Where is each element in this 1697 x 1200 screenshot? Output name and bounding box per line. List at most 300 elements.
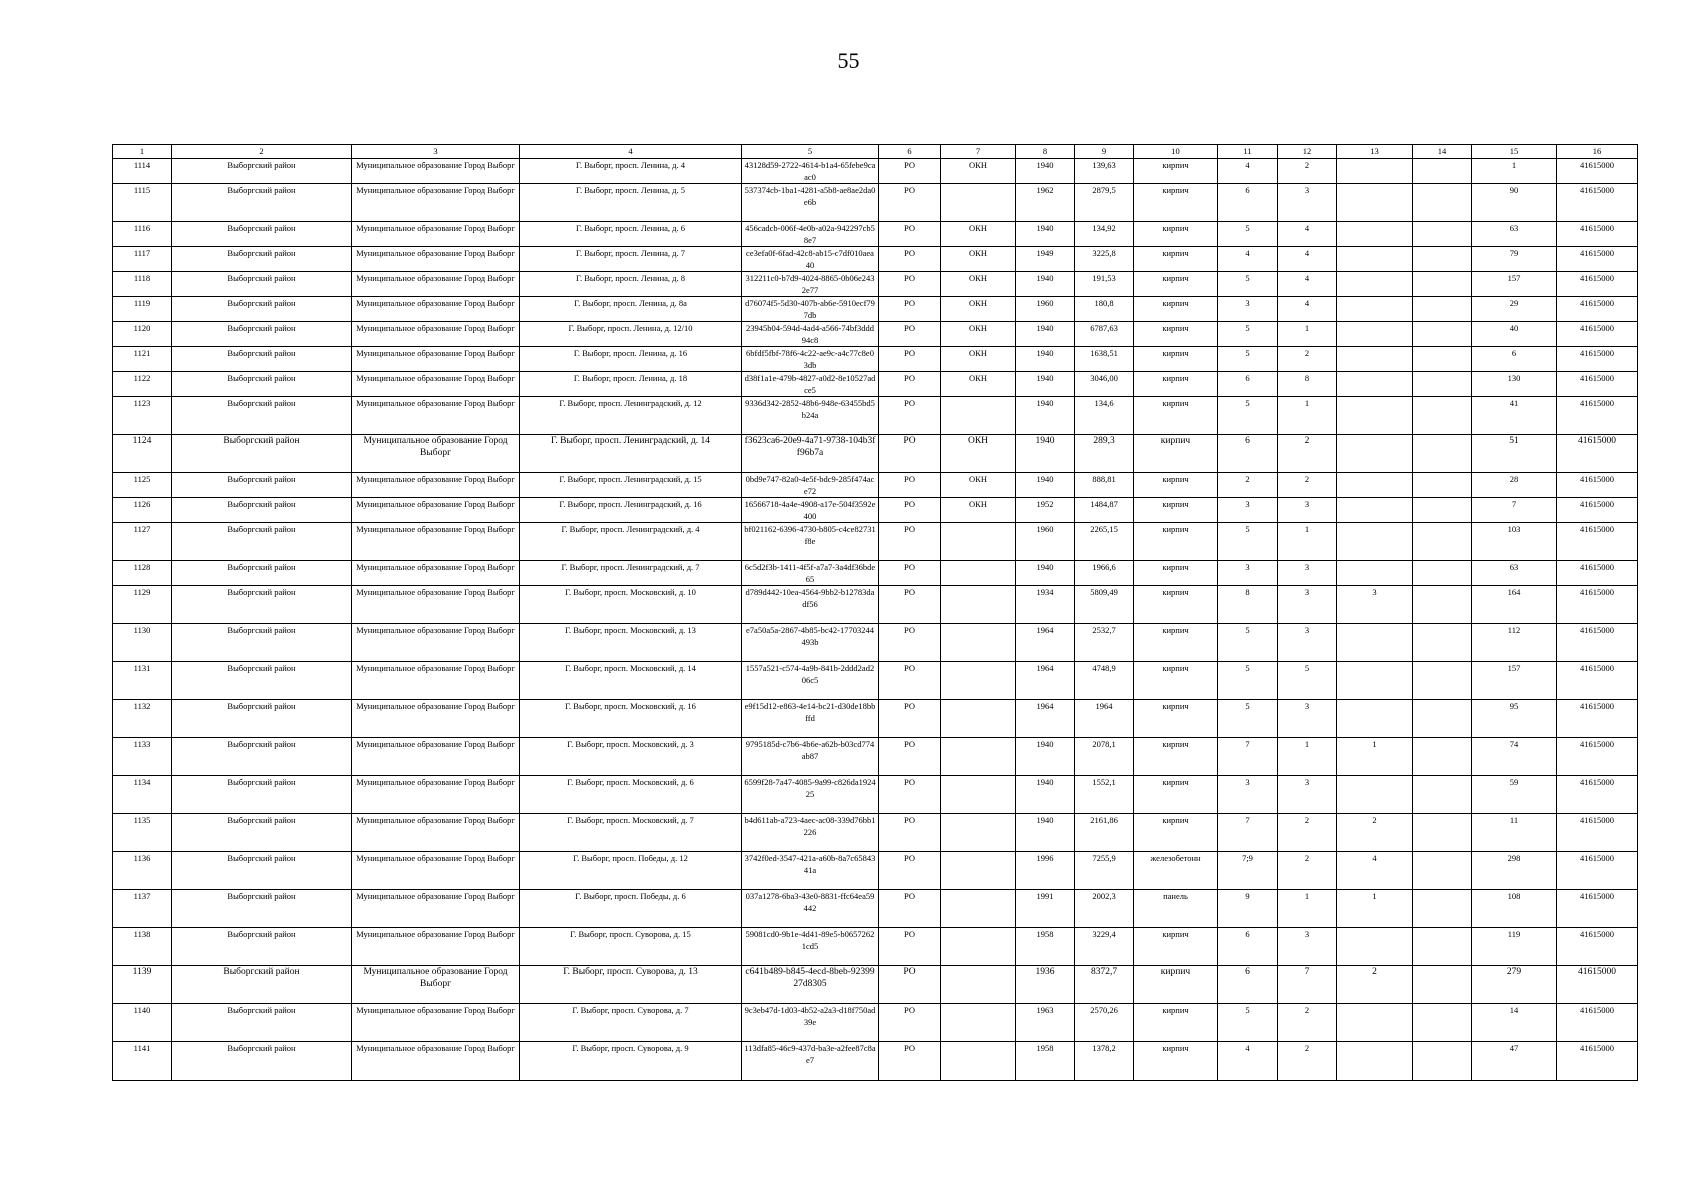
table-cell: 3 xyxy=(1278,586,1337,624)
table-cell: Муниципальное образование Город Выборг xyxy=(352,561,520,586)
table-cell: 51 xyxy=(1472,435,1557,473)
table-cell: 1114 xyxy=(113,159,172,184)
table-cell: РО xyxy=(879,966,941,1004)
table-cell: 95 xyxy=(1472,700,1557,738)
table-cell xyxy=(941,184,1016,222)
table-cell: 1552,1 xyxy=(1075,776,1134,814)
table-cell xyxy=(1413,272,1472,297)
table-cell: Муниципальное образование Город Выборг xyxy=(352,397,520,435)
table-cell: 1940 xyxy=(1016,435,1075,473)
table-cell xyxy=(1413,1042,1472,1081)
table-cell: РО xyxy=(879,523,941,561)
table-cell: Выборгский район xyxy=(172,397,352,435)
table-cell: 3046,00 xyxy=(1075,372,1134,397)
table-cell: 0bd9e747-82a0-4e5f-bdc9-285f474ace72 xyxy=(742,473,879,498)
table-cell: 6 xyxy=(1218,184,1278,222)
table-cell: 3 xyxy=(1278,624,1337,662)
table-cell: 41615000 xyxy=(1557,852,1638,890)
table-cell: Муниципальное образование Город Выборг xyxy=(352,814,520,852)
table-cell: 41615000 xyxy=(1557,372,1638,397)
table-cell: РО xyxy=(879,184,941,222)
table-cell: 29 xyxy=(1472,297,1557,322)
table-cell: 6bfdf5fbf-78f6-4c22-ae9c-a4c77c8e03db xyxy=(742,347,879,372)
table-cell: d38f1a1e-479b-4827-a0d2-8e10527adce5 xyxy=(742,372,879,397)
table-row xyxy=(113,397,1638,435)
table-cell xyxy=(1413,814,1472,852)
table-cell: РО xyxy=(879,1004,941,1042)
table-cell: 3 xyxy=(1278,776,1337,814)
table-cell: 1991 xyxy=(1016,890,1075,928)
table-cell: 1124 xyxy=(113,435,172,473)
table-cell: 108 xyxy=(1472,890,1557,928)
table-cell: 59 xyxy=(1472,776,1557,814)
table-row xyxy=(113,966,1638,1004)
table-cell: 2 xyxy=(1278,435,1337,473)
table-cell: Г. Выборг, просп. Суворова, д. 13 xyxy=(520,966,742,1004)
table-cell: Выборгский район xyxy=(172,814,352,852)
table-cell: 1135 xyxy=(113,814,172,852)
table-cell: 312211c0-b7d9-4024-8865-0b06e2432e77 xyxy=(742,272,879,297)
table-cell: 41615000 xyxy=(1557,322,1638,347)
table-cell: 1138 xyxy=(113,928,172,966)
table-cell: Муниципальное образование Город Выборг xyxy=(352,1042,520,1081)
table-cell: 1996 xyxy=(1016,852,1075,890)
table-cell: 1131 xyxy=(113,662,172,700)
table-cell xyxy=(1337,247,1413,272)
table-cell: Муниципальное образование Город Выборг xyxy=(352,473,520,498)
table-cell: кирпич xyxy=(1134,159,1218,184)
table-cell: 1 xyxy=(1278,523,1337,561)
table-cell: 180,8 xyxy=(1075,297,1134,322)
table-cell: 1140 xyxy=(113,1004,172,1042)
table-cell: Г. Выборг, просп. Московский, д. 13 xyxy=(520,624,742,662)
table-cell xyxy=(1337,561,1413,586)
table-cell: Г. Выборг, просп. Суворова, д. 15 xyxy=(520,928,742,966)
table-cell: 1 xyxy=(1278,738,1337,776)
table-cell: ОКН xyxy=(941,347,1016,372)
table-cell xyxy=(941,586,1016,624)
table-cell: кирпич xyxy=(1134,222,1218,247)
table-row xyxy=(113,297,1638,322)
table-cell: 1139 xyxy=(113,966,172,1004)
table-cell: кирпич xyxy=(1134,297,1218,322)
table-cell: 1940 xyxy=(1016,776,1075,814)
table-cell: 134,6 xyxy=(1075,397,1134,435)
table-cell: e9f15d12-e863-4e14-bc21-d30de18bbffd xyxy=(742,700,879,738)
table-cell: Муниципальное образование Город Выборг xyxy=(352,297,520,322)
column-header: 8 xyxy=(1016,145,1075,159)
table-cell xyxy=(941,966,1016,1004)
table-row xyxy=(113,738,1638,776)
table-cell: 7 xyxy=(1218,738,1278,776)
table-cell: e7a50a5a-2867-4b85-bc42-17703244493b xyxy=(742,624,879,662)
table-cell: Г. Выборг, просп. Ленина, д. 4 xyxy=(520,159,742,184)
table-cell: 1123 xyxy=(113,397,172,435)
table-cell: 4748,9 xyxy=(1075,662,1134,700)
table-cell: 41615000 xyxy=(1557,776,1638,814)
table-row xyxy=(113,498,1638,523)
table-cell: 3229,4 xyxy=(1075,928,1134,966)
table-body xyxy=(113,159,1638,1081)
table-cell xyxy=(1337,498,1413,523)
table-cell: Выборгский район xyxy=(172,247,352,272)
table-cell: 1119 xyxy=(113,297,172,322)
column-header: 10 xyxy=(1134,145,1218,159)
table-cell: 4 xyxy=(1278,222,1337,247)
table-cell: c641b489-b845-4ecd-8beb-9239927d8305 xyxy=(742,966,879,1004)
table-cell: 1940 xyxy=(1016,561,1075,586)
table-cell: Муниципальное образование Город Выборг xyxy=(352,347,520,372)
table-cell: РО xyxy=(879,624,941,662)
table-cell: Муниципальное образование Город Выборг xyxy=(352,523,520,561)
column-header: 13 xyxy=(1337,145,1413,159)
table-cell: РО xyxy=(879,928,941,966)
table-cell: 298 xyxy=(1472,852,1557,890)
table-cell xyxy=(941,397,1016,435)
table-cell: 63 xyxy=(1472,222,1557,247)
table-cell: РО xyxy=(879,372,941,397)
table-cell xyxy=(1413,372,1472,397)
table-cell: Муниципальное образование Город Выборг xyxy=(352,700,520,738)
column-header: 12 xyxy=(1278,145,1337,159)
table-cell: Муниципальное образование Город Выборг xyxy=(352,435,520,473)
table-cell: Г. Выборг, просп. Ленина, д. 5 xyxy=(520,184,742,222)
table-cell: 7255,9 xyxy=(1075,852,1134,890)
page-number: 55 xyxy=(837,48,860,73)
table-cell: 2 xyxy=(1278,852,1337,890)
table-cell: 3 xyxy=(1218,776,1278,814)
table-cell: 1125 xyxy=(113,473,172,498)
table-cell: 279 xyxy=(1472,966,1557,1004)
table-cell: Муниципальное образование Город Выборг xyxy=(352,184,520,222)
table-cell: 7 xyxy=(1472,498,1557,523)
table-cell: 3225,8 xyxy=(1075,247,1134,272)
table-cell: 3 xyxy=(1337,586,1413,624)
table-cell: Выборгский район xyxy=(172,473,352,498)
table-row xyxy=(113,222,1638,247)
table-cell: Выборгский район xyxy=(172,624,352,662)
table-cell xyxy=(1413,776,1472,814)
table-cell xyxy=(1413,247,1472,272)
table-cell: кирпич xyxy=(1134,347,1218,372)
table-cell: кирпич xyxy=(1134,435,1218,473)
table-cell: 1130 xyxy=(113,624,172,662)
table-cell: 1940 xyxy=(1016,322,1075,347)
table-cell: 5 xyxy=(1218,1004,1278,1042)
table-cell: Г. Выборг, просп. Московский, д. 14 xyxy=(520,662,742,700)
table-cell: 2 xyxy=(1278,473,1337,498)
table-cell: 112 xyxy=(1472,624,1557,662)
column-header: 4 xyxy=(520,145,742,159)
table-cell: панель xyxy=(1134,890,1218,928)
table-cell: ОКН xyxy=(941,372,1016,397)
table-cell: Г. Выборг, просп. Ленинградский, д. 4 xyxy=(520,523,742,561)
table-cell: Г. Выборг, просп. Московский, д. 6 xyxy=(520,776,742,814)
table-cell: 1120 xyxy=(113,322,172,347)
table-cell: f3623ca6-20e9-4a71-9738-104b3ff96b7a xyxy=(742,435,879,473)
table-cell: 9c3eb47d-1d03-4b52-a2a3-d18f750ad39e xyxy=(742,1004,879,1042)
table-cell: 5 xyxy=(1218,322,1278,347)
table-cell xyxy=(941,814,1016,852)
table-cell: d789d442-10ea-4564-9bb2-b12783dadf56 xyxy=(742,586,879,624)
table-cell: 2161,86 xyxy=(1075,814,1134,852)
table-cell xyxy=(1413,586,1472,624)
table-cell: 3 xyxy=(1278,184,1337,222)
table-cell: 6c5d2f3b-1411-4f5f-a7a7-3a4df36bde65 xyxy=(742,561,879,586)
table-cell xyxy=(1337,473,1413,498)
table-cell: 2879,5 xyxy=(1075,184,1134,222)
column-header: 9 xyxy=(1075,145,1134,159)
table-cell: 2 xyxy=(1218,473,1278,498)
table-cell: 41615000 xyxy=(1557,473,1638,498)
table-row xyxy=(113,776,1638,814)
table-cell: 6 xyxy=(1218,928,1278,966)
table-cell: Выборгский район xyxy=(172,1042,352,1081)
table-cell: 1121 xyxy=(113,347,172,372)
table-cell: 1638,51 xyxy=(1075,347,1134,372)
table-cell xyxy=(941,738,1016,776)
table-cell: 4 xyxy=(1218,247,1278,272)
table-cell: 41615000 xyxy=(1557,184,1638,222)
table-cell: 41615000 xyxy=(1557,624,1638,662)
table-cell: Муниципальное образование Город Выборг xyxy=(352,624,520,662)
table-cell: 41615000 xyxy=(1557,523,1638,561)
table-cell xyxy=(1337,700,1413,738)
table-cell: 2 xyxy=(1278,814,1337,852)
table-cell xyxy=(1337,1004,1413,1042)
table-cell xyxy=(1337,776,1413,814)
table-cell: 28 xyxy=(1472,473,1557,498)
table-row xyxy=(113,347,1638,372)
table-cell: РО xyxy=(879,297,941,322)
table-cell: РО xyxy=(879,159,941,184)
table-row xyxy=(113,372,1638,397)
table-cell: кирпич xyxy=(1134,322,1218,347)
table-cell: 41615000 xyxy=(1557,561,1638,586)
table-cell xyxy=(1413,852,1472,890)
table-cell: 1122 xyxy=(113,372,172,397)
table-cell: 41615000 xyxy=(1557,738,1638,776)
table-cell: 3 xyxy=(1278,928,1337,966)
table-cell: 289,3 xyxy=(1075,435,1134,473)
table-cell: кирпич xyxy=(1134,624,1218,662)
table-cell: Выборгский район xyxy=(172,435,352,473)
table-cell: кирпич xyxy=(1134,561,1218,586)
table-row xyxy=(113,247,1638,272)
table-cell xyxy=(1337,1042,1413,1081)
table-cell xyxy=(1413,523,1472,561)
registry-table xyxy=(112,144,1638,1081)
table-cell: кирпич xyxy=(1134,738,1218,776)
table-cell: Выборгский район xyxy=(172,586,352,624)
table-cell: РО xyxy=(879,272,941,297)
table-cell: d76074f5-5d30-407b-ab6e-5910ecf797db xyxy=(742,297,879,322)
table-cell: кирпич xyxy=(1134,397,1218,435)
table-cell xyxy=(1413,222,1472,247)
table-cell: Г. Выборг, просп. Московский, д. 7 xyxy=(520,814,742,852)
table-cell xyxy=(1413,966,1472,1004)
table-cell: 1118 xyxy=(113,272,172,297)
table-cell xyxy=(1413,297,1472,322)
table-cell: 1958 xyxy=(1016,928,1075,966)
table-cell: 1127 xyxy=(113,523,172,561)
table-cell: 4 xyxy=(1218,159,1278,184)
table-cell: 1963 xyxy=(1016,1004,1075,1042)
table-cell xyxy=(1337,624,1413,662)
table-cell: Г. Выборг, просп. Ленина, д. 18 xyxy=(520,372,742,397)
table-cell: 1960 xyxy=(1016,297,1075,322)
table-cell: 2 xyxy=(1337,966,1413,1004)
table-cell: 41615000 xyxy=(1557,498,1638,523)
table-cell: 1 xyxy=(1337,890,1413,928)
table-cell: 41615000 xyxy=(1557,1004,1638,1042)
table-cell: 5 xyxy=(1218,523,1278,561)
table-cell: 3 xyxy=(1278,700,1337,738)
table-cell: ОКН xyxy=(941,498,1016,523)
table-cell: кирпич xyxy=(1134,247,1218,272)
table-cell: 456cadcb-006f-4e0b-a02a-942297cb58e7 xyxy=(742,222,879,247)
table-cell: 2570,26 xyxy=(1075,1004,1134,1042)
table-cell: Г. Выборг, просп. Ленина, д. 12/10 xyxy=(520,322,742,347)
table-cell xyxy=(1337,222,1413,247)
table-cell: 41615000 xyxy=(1557,890,1638,928)
table-cell: 1 xyxy=(1278,322,1337,347)
table-cell: bf021162-6396-4730-b805-c4ce82731f8e xyxy=(742,523,879,561)
table-cell xyxy=(1413,397,1472,435)
table-cell: 90 xyxy=(1472,184,1557,222)
table-cell: 1940 xyxy=(1016,272,1075,297)
column-header: 3 xyxy=(352,145,520,159)
table-cell: РО xyxy=(879,435,941,473)
column-header: 7 xyxy=(941,145,1016,159)
table-cell: РО xyxy=(879,890,941,928)
table-cell xyxy=(1337,184,1413,222)
table-cell: Выборгский район xyxy=(172,222,352,247)
table-cell xyxy=(941,890,1016,928)
table-cell: 1936 xyxy=(1016,966,1075,1004)
table-cell: Выборгский район xyxy=(172,662,352,700)
table-cell: 2532,7 xyxy=(1075,624,1134,662)
table-cell: 1934 xyxy=(1016,586,1075,624)
table-cell: 6 xyxy=(1218,372,1278,397)
table-cell: РО xyxy=(879,1042,941,1081)
table-cell: 1134 xyxy=(113,776,172,814)
table-cell: кирпич xyxy=(1134,523,1218,561)
table-cell: РО xyxy=(879,397,941,435)
table-cell xyxy=(1413,435,1472,473)
table-cell: 1 xyxy=(1472,159,1557,184)
table-cell xyxy=(941,928,1016,966)
table-cell: Выборгский район xyxy=(172,184,352,222)
table-row xyxy=(113,662,1638,700)
table-cell: РО xyxy=(879,586,941,624)
table-cell: Муниципальное образование Город Выборг xyxy=(352,272,520,297)
table-cell xyxy=(1413,347,1472,372)
table-cell xyxy=(1413,322,1472,347)
table-cell: 11 xyxy=(1472,814,1557,852)
table-cell: 4 xyxy=(1278,247,1337,272)
table-cell xyxy=(941,852,1016,890)
table-cell xyxy=(1413,1004,1472,1042)
table-cell xyxy=(1413,473,1472,498)
table-row xyxy=(113,184,1638,222)
table-row xyxy=(113,322,1638,347)
table-cell: Выборгский район xyxy=(172,738,352,776)
table-cell: Выборгский район xyxy=(172,561,352,586)
table-row xyxy=(113,814,1638,852)
table-cell xyxy=(1413,159,1472,184)
table-cell: 41615000 xyxy=(1557,814,1638,852)
table-cell: 1132 xyxy=(113,700,172,738)
table-cell: 1958 xyxy=(1016,1042,1075,1081)
table-cell: 5 xyxy=(1218,700,1278,738)
table-cell: Выборгский район xyxy=(172,890,352,928)
table-cell: 74 xyxy=(1472,738,1557,776)
table-cell: Г. Выборг, просп. Ленинградский, д. 14 xyxy=(520,435,742,473)
table-cell: 7 xyxy=(1278,966,1337,1004)
table-cell: 41 xyxy=(1472,397,1557,435)
table-cell: 9336d342-2852-48b6-948e-63455bd5b24a xyxy=(742,397,879,435)
table-cell: 1940 xyxy=(1016,372,1075,397)
table-cell: Выборгский район xyxy=(172,372,352,397)
table-cell: кирпич xyxy=(1134,586,1218,624)
table-cell: 43128d59-2722-4614-b1a4-65febe9caac0 xyxy=(742,159,879,184)
table-cell: 1136 xyxy=(113,852,172,890)
table-cell: 3 xyxy=(1278,498,1337,523)
table-cell: 1 xyxy=(1278,890,1337,928)
table-cell: 41615000 xyxy=(1557,222,1638,247)
table-cell: Муниципальное образование Город Выборг xyxy=(352,322,520,347)
table-cell: РО xyxy=(879,347,941,372)
table-cell: Г. Выборг, просп. Ленина, д. 16 xyxy=(520,347,742,372)
table-cell: РО xyxy=(879,498,941,523)
table-cell: 41615000 xyxy=(1557,159,1638,184)
table-row xyxy=(113,586,1638,624)
table-cell: 2 xyxy=(1337,814,1413,852)
table-cell: Г. Выборг, просп. Ленинградский, д. 12 xyxy=(520,397,742,435)
table-cell: 1964 xyxy=(1016,624,1075,662)
table-cell xyxy=(1413,184,1472,222)
table-cell: 23945b04-594d-4ad4-a566-74bf3ddd94c8 xyxy=(742,322,879,347)
table-cell: 103 xyxy=(1472,523,1557,561)
table-cell: кирпич xyxy=(1134,1042,1218,1081)
table-cell: 6 xyxy=(1218,966,1278,1004)
table-row xyxy=(113,890,1638,928)
table-cell xyxy=(1413,498,1472,523)
table-row xyxy=(113,700,1638,738)
table-cell: Муниципальное образование Город Выборг xyxy=(352,776,520,814)
table-cell xyxy=(1337,372,1413,397)
table-cell: РО xyxy=(879,662,941,700)
table-cell: кирпич xyxy=(1134,814,1218,852)
table-cell: 1940 xyxy=(1016,222,1075,247)
table-cell: 1137 xyxy=(113,890,172,928)
table-cell: 1962 xyxy=(1016,184,1075,222)
table-cell: кирпич xyxy=(1134,776,1218,814)
table-cell: 59081cd0-9b1e-4d41-89e5-b06572621cd5 xyxy=(742,928,879,966)
table-cell: ОКН xyxy=(941,297,1016,322)
table-row xyxy=(113,272,1638,297)
table-cell: 41615000 xyxy=(1557,435,1638,473)
table-cell: ОКН xyxy=(941,159,1016,184)
table-cell: 41615000 xyxy=(1557,1042,1638,1081)
table-cell: Муниципальное образование Город Выборг xyxy=(352,852,520,890)
table-cell: РО xyxy=(879,700,941,738)
table-cell xyxy=(941,700,1016,738)
table-cell: Муниципальное образование Город Выборг xyxy=(352,738,520,776)
table-cell: 5 xyxy=(1218,624,1278,662)
table-cell: кирпич xyxy=(1134,700,1218,738)
